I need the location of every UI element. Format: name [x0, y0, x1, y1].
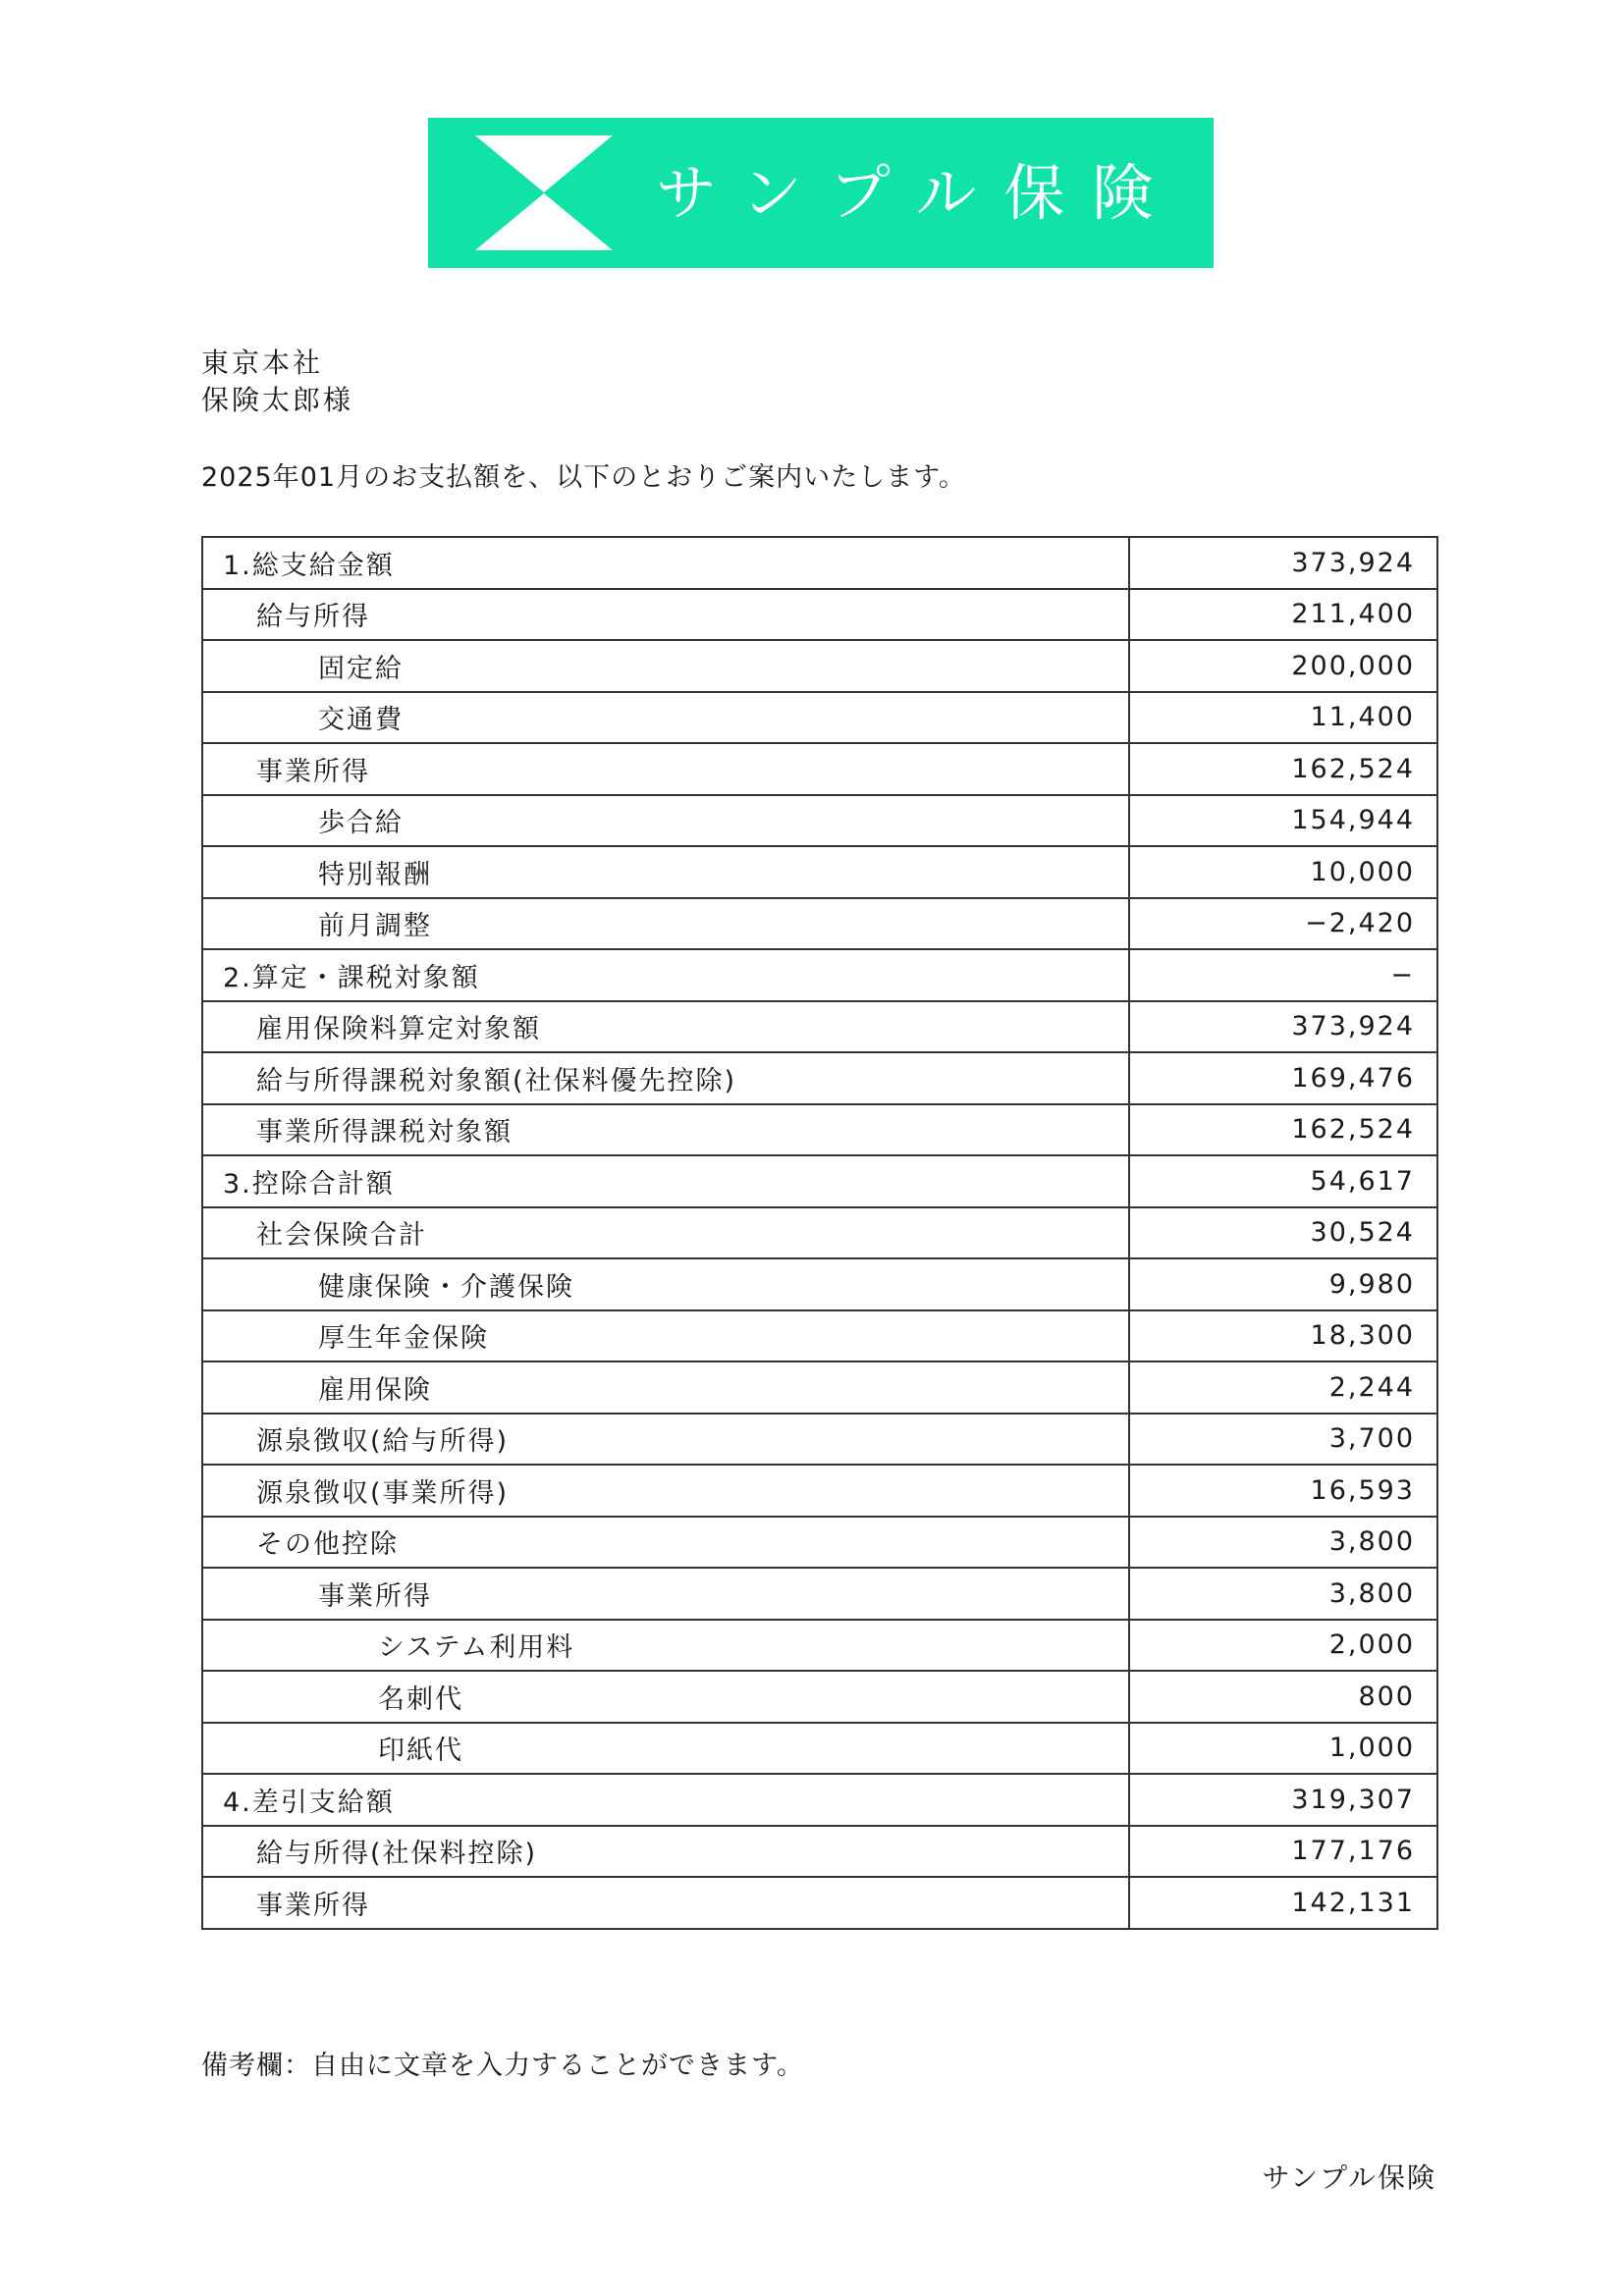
row-label: 4.差引支給額: [202, 1774, 1129, 1826]
row-value: 3,800: [1129, 1517, 1437, 1569]
row-label: 歩合給: [202, 795, 1129, 847]
row-label: 3.控除合計額: [202, 1155, 1129, 1207]
row-value: 211,400: [1129, 589, 1437, 641]
row-value: 162,524: [1129, 743, 1437, 795]
row-label: 源泉徴収(事業所得): [202, 1465, 1129, 1517]
table-row: [202, 589, 1437, 641]
table-row: [202, 1465, 1437, 1517]
row-label: 1.総支給金額: [202, 537, 1129, 589]
recipient-office: 東京本社: [201, 347, 324, 379]
table-row: [202, 537, 1437, 589]
row-label: 給与所得: [202, 589, 1129, 641]
payment-table-body: [202, 537, 1437, 1929]
row-label: 給与所得課税対象額(社保料優先控除): [202, 1052, 1129, 1104]
row-label: 事業所得: [202, 1568, 1129, 1620]
table-row: [202, 1258, 1437, 1310]
row-value: 30,524: [1129, 1207, 1437, 1259]
row-label: 源泉徴収(給与所得): [202, 1414, 1129, 1466]
footer-company: サンプル保険: [1262, 2162, 1436, 2194]
table-row: [202, 1155, 1437, 1207]
row-value: 16,593: [1129, 1465, 1437, 1517]
table-row: [202, 1001, 1437, 1053]
row-label: その他控除: [202, 1517, 1129, 1569]
table-row: [202, 692, 1437, 744]
row-label: 社会保険合計: [202, 1207, 1129, 1259]
row-value: 200,000: [1129, 640, 1437, 692]
row-label: 雇用保険料算定対象額: [202, 1001, 1129, 1053]
row-label: 前月調整: [202, 898, 1129, 950]
row-value: 800: [1129, 1671, 1437, 1723]
table-row: [202, 1774, 1437, 1826]
table-row: [202, 1104, 1437, 1156]
table-row: [202, 1826, 1437, 1878]
table-row: [202, 1568, 1437, 1620]
table-row: [202, 1620, 1437, 1672]
table-row: [202, 1877, 1437, 1929]
table-row: [202, 743, 1437, 795]
intro-text: 2025年01月のお支払額を、以下のとおりご案内いたします。: [201, 462, 966, 493]
hourglass-logo-icon: [475, 135, 613, 250]
table-row: [202, 640, 1437, 692]
table-row: [202, 1414, 1437, 1466]
row-value: 319,307: [1129, 1774, 1437, 1826]
row-value: −: [1129, 949, 1437, 1001]
row-value: 373,924: [1129, 537, 1437, 589]
row-label: 2.算定・課税対象額: [202, 949, 1129, 1001]
row-label: 給与所得(社保料控除): [202, 1826, 1129, 1878]
table-row: [202, 1517, 1437, 1569]
table-row: [202, 949, 1437, 1001]
row-label: 名刺代: [202, 1671, 1129, 1723]
row-value: 10,000: [1129, 846, 1437, 898]
row-value: 54,617: [1129, 1155, 1437, 1207]
row-value: 177,176: [1129, 1826, 1437, 1878]
row-label: 健康保険・介護保険: [202, 1258, 1129, 1310]
row-label: 厚生年金保険: [202, 1310, 1129, 1362]
row-value: 3,800: [1129, 1568, 1437, 1620]
company-logo: [428, 118, 1214, 268]
row-label: 交通費: [202, 692, 1129, 744]
row-value: 18,300: [1129, 1310, 1437, 1362]
row-label: 固定給: [202, 640, 1129, 692]
row-value: 9,980: [1129, 1258, 1437, 1310]
logo-text: サンプル保険: [656, 157, 1181, 229]
row-value: 169,476: [1129, 1052, 1437, 1104]
row-label: 印紙代: [202, 1723, 1129, 1775]
recipient-name: 保険太郎様: [201, 384, 354, 416]
row-label: 特別報酬: [202, 846, 1129, 898]
table-row: [202, 795, 1437, 847]
row-value: 162,524: [1129, 1104, 1437, 1156]
row-value: 2,000: [1129, 1620, 1437, 1672]
table-row: [202, 1671, 1437, 1723]
table-row: [202, 898, 1437, 950]
recipient-block: [201, 345, 353, 419]
table-row: [202, 1362, 1437, 1414]
table-row: [202, 1207, 1437, 1259]
table-row: [202, 1310, 1437, 1362]
row-label: 事業所得: [202, 743, 1129, 795]
row-label: システム利用料: [202, 1620, 1129, 1672]
row-value: 3,700: [1129, 1414, 1437, 1466]
row-value: 373,924: [1129, 1001, 1437, 1053]
row-label: 事業所得課税対象額: [202, 1104, 1129, 1156]
row-value: 1,000: [1129, 1723, 1437, 1775]
row-label: 事業所得: [202, 1877, 1129, 1929]
table-row: [202, 1052, 1437, 1104]
table-row: [202, 1723, 1437, 1775]
payment-table: [201, 536, 1438, 1930]
row-value: 142,131: [1129, 1877, 1437, 1929]
table-row: [202, 846, 1437, 898]
row-label: 雇用保険: [202, 1362, 1129, 1414]
remarks-text: 備考欄：自由に文章を入力することができます。: [201, 2051, 804, 2081]
row-value: 154,944: [1129, 795, 1437, 847]
row-value: 11,400: [1129, 692, 1437, 744]
row-value: −2,420: [1129, 898, 1437, 950]
row-value: 2,244: [1129, 1362, 1437, 1414]
